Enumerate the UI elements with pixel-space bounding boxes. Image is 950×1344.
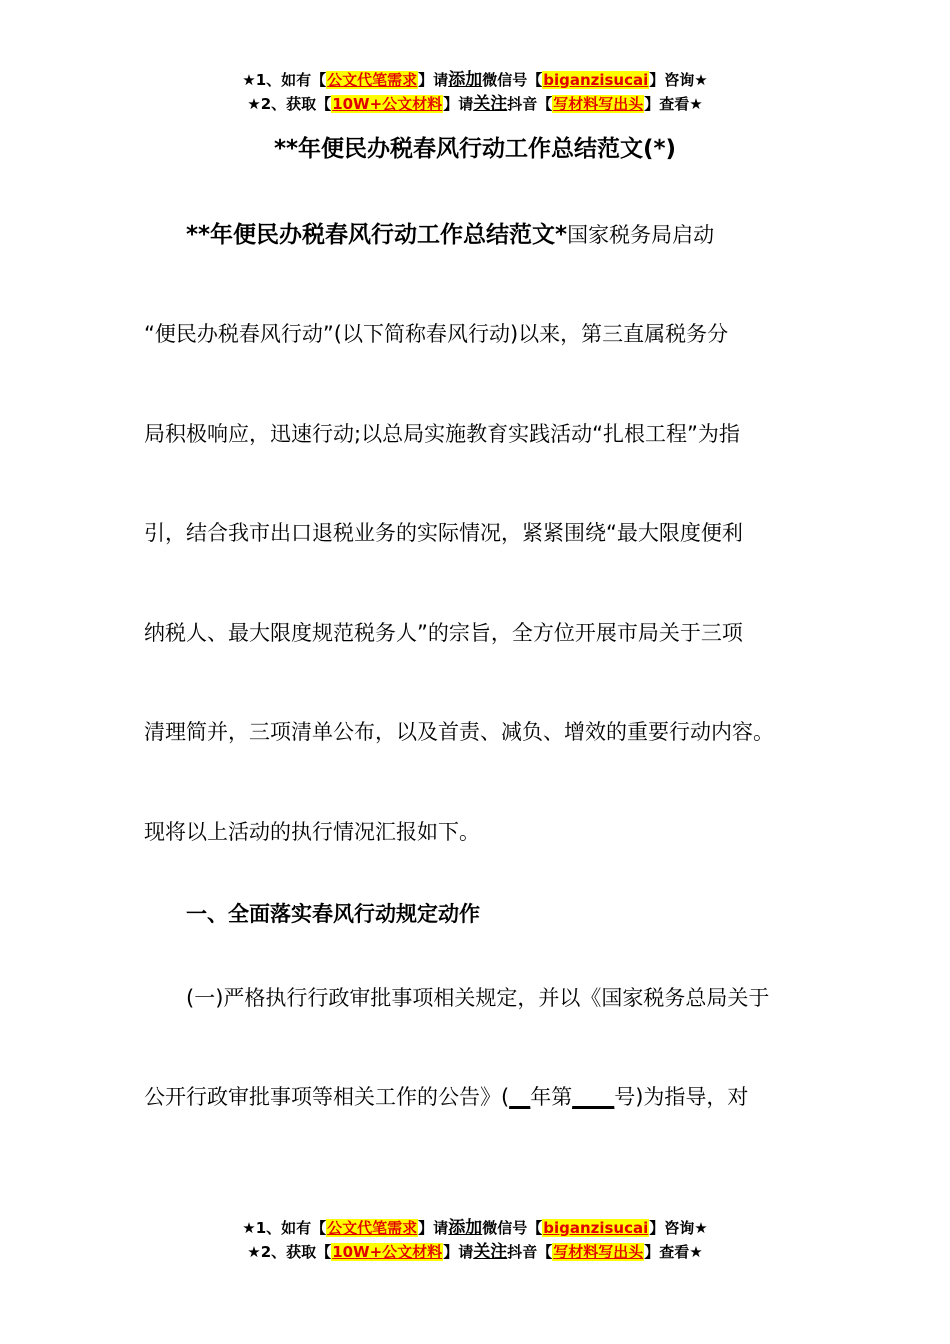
paragraph-text: 国家税务局启动	[567, 223, 715, 247]
paragraph-line	[144, 1082, 748, 1112]
paragraph-text: 公开行政审批事项等相关工作的公告》(	[144, 1085, 510, 1109]
paragraph-line: 局积极响应，迅速行动;以总局实施教育实践活动“扎根工程”为指	[144, 422, 740, 446]
paragraph-text: 号)为指导，对	[614, 1085, 749, 1109]
bottom-banner	[0, 1216, 950, 1264]
paragraph-line	[186, 220, 714, 250]
banner-line-1	[0, 68, 950, 92]
top-banner	[0, 68, 950, 116]
banner-text: 】请	[418, 1219, 449, 1237]
banner-text: ★2、获取【	[247, 1243, 332, 1261]
paragraph-line: 引，结合我市出口退税业务的实际情况，紧紧围绕“最大限度便利	[144, 521, 743, 545]
highlight-wechat-id: biganzisucai	[543, 1219, 649, 1237]
banner-text: 抖音【	[507, 95, 553, 113]
banner-text: 】咨询★	[649, 1219, 708, 1237]
document-title: **年便民办税春风行动工作总结范文(*)	[273, 136, 677, 162]
banner-text: 微信号【	[482, 71, 543, 89]
highlight-douyin: 写材料写出头	[553, 95, 644, 113]
banner-line-1	[0, 1216, 950, 1240]
banner-add-word: 添加	[448, 1218, 483, 1238]
paragraph-text: 年第	[530, 1085, 573, 1109]
highlight-materials: 10W+公文材料	[332, 95, 443, 113]
banner-text: ★1、如有【	[242, 71, 327, 89]
banner-text: 微信号【	[482, 1219, 543, 1237]
paragraph-line: 纳税人、最大限度规范税务人”的宗旨，全方位开展市局关于三项	[144, 621, 743, 645]
paragraph-line: 清理简并，三项清单公布，以及首责、减负、增效的重要行动内容。	[144, 720, 774, 744]
banner-follow-word: 关注	[473, 94, 508, 114]
banner-text: 抖音【	[507, 1243, 553, 1261]
inline-bold-title: **年便民办税春风行动工作总结范文*	[186, 222, 568, 248]
banner-line-2	[0, 1240, 950, 1264]
highlight-materials: 10W+公文材料	[332, 1243, 443, 1261]
highlight-wechat-id: biganzisucai	[543, 71, 649, 89]
highlight-ghostwriting: 公文代笔需求	[327, 71, 418, 89]
fill-blank: __	[509, 1085, 531, 1109]
banner-text: ★2、获取【	[247, 95, 332, 113]
section-heading: 一、全面落实春风行动规定动作	[186, 902, 480, 926]
banner-text: 】查看★	[644, 1243, 703, 1261]
fill-blank: ____	[572, 1085, 615, 1109]
highlight-ghostwriting: 公文代笔需求	[327, 1219, 418, 1237]
banner-text: 】咨询★	[649, 71, 708, 89]
paragraph-line: 现将以上活动的执行情况汇报如下。	[144, 820, 480, 844]
banner-follow-word: 关注	[473, 1242, 508, 1262]
highlight-douyin: 写材料写出头	[553, 1243, 644, 1261]
paragraph-line: “便民办税春风行动”(以下简称春风行动)以来，第三直属税务分	[144, 322, 729, 346]
banner-text: 】请	[418, 71, 449, 89]
banner-text: 】请	[443, 1243, 474, 1261]
banner-line-2	[0, 92, 950, 116]
paragraph-line: (一)严格执行行政审批事项相关规定，并以《国家税务总局关于	[186, 986, 770, 1010]
banner-add-word: 添加	[448, 70, 483, 90]
banner-text: 】请	[443, 95, 474, 113]
banner-text: 】查看★	[644, 95, 703, 113]
banner-text: ★1、如有【	[242, 1219, 327, 1237]
